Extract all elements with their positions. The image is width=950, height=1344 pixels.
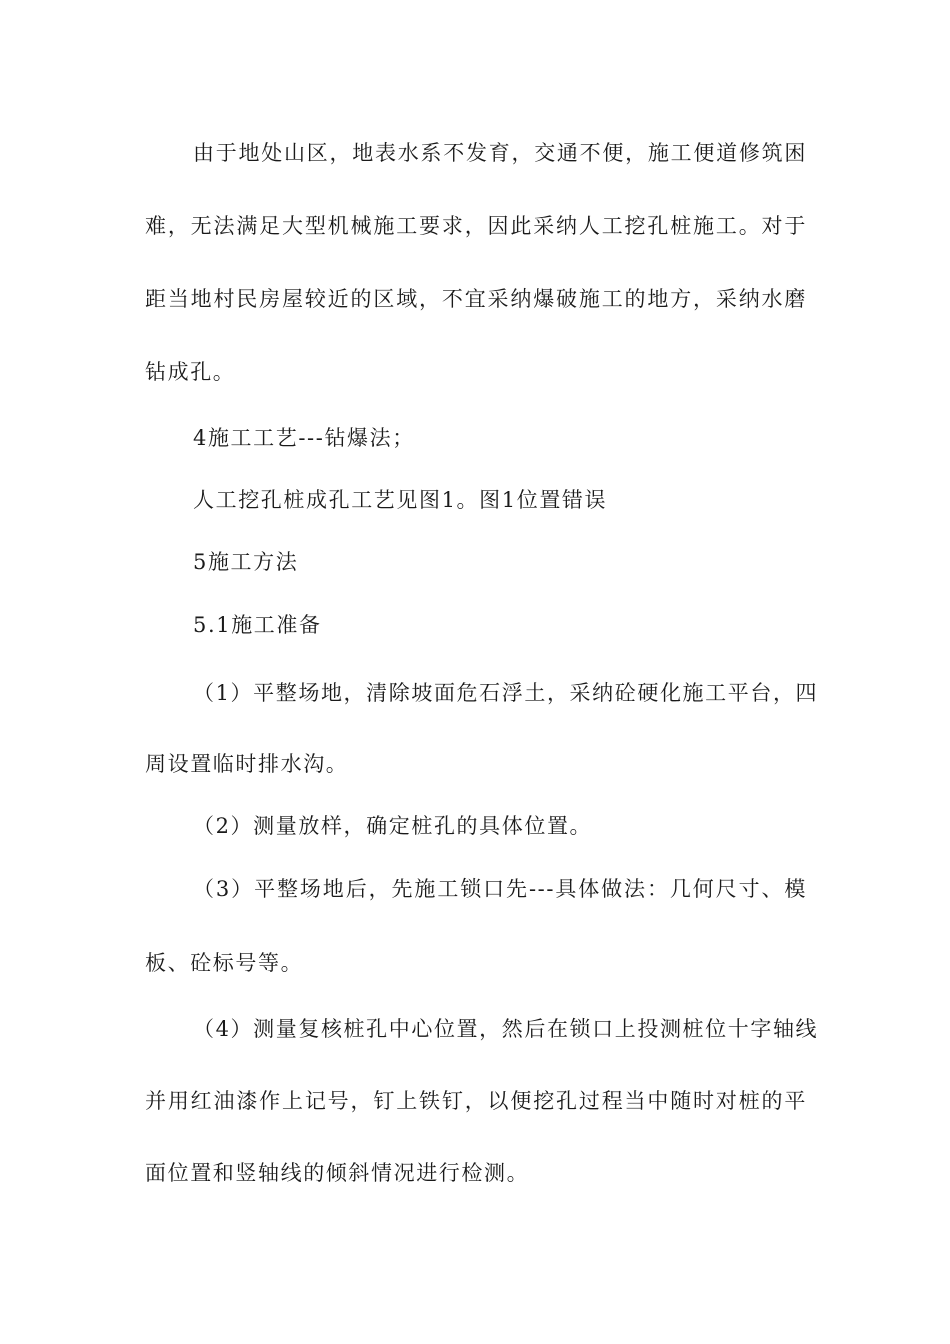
- paragraph-line: 距当地村民房屋较近的区域，不宜采纳爆破施工的地方，采纳水磨: [145, 287, 807, 311]
- list-item-line: （4）测量复核桩孔中心位置，然后在锁口上投测桩位十字轴线: [193, 1017, 819, 1041]
- list-item-line: （1）平整场地，清除坡面危石浮土，采纳砼硬化施工平台，四: [193, 681, 819, 705]
- list-item-line: （3）平整场地后，先施工锁口先---具体做法：几何尺寸、模: [193, 877, 807, 901]
- list-item-line: 周设置临时排水沟。: [145, 752, 349, 776]
- subsection-heading: 5.1施工准备: [193, 613, 322, 637]
- paragraph-line: 由于地处山区，地表水系不发育，交通不便，施工便道修筑困: [193, 141, 807, 165]
- figure-reference: 人工挖孔桩成孔工艺见图1。图1位置错误: [193, 488, 608, 512]
- paragraph-line: 钻成孔。: [145, 360, 236, 384]
- list-item-line: 并用红油漆作上记号，钉上铁钉，以便挖孔过程当中随时对桩的平: [145, 1089, 807, 1113]
- paragraph-line: 难，无法满足大型机械施工要求，因此采纳人工挖孔桩施工。对于: [145, 214, 807, 238]
- list-item-line: 面位置和竖轴线的倾斜情况进行检测。: [145, 1161, 530, 1185]
- list-item-line: （2）测量放样，确定桩孔的具体位置。: [193, 814, 593, 838]
- section-heading: 4施工工艺---钻爆法；: [193, 426, 415, 450]
- section-heading: 5施工方法: [193, 550, 299, 574]
- list-item-line: 板、砼标号等。: [145, 951, 304, 975]
